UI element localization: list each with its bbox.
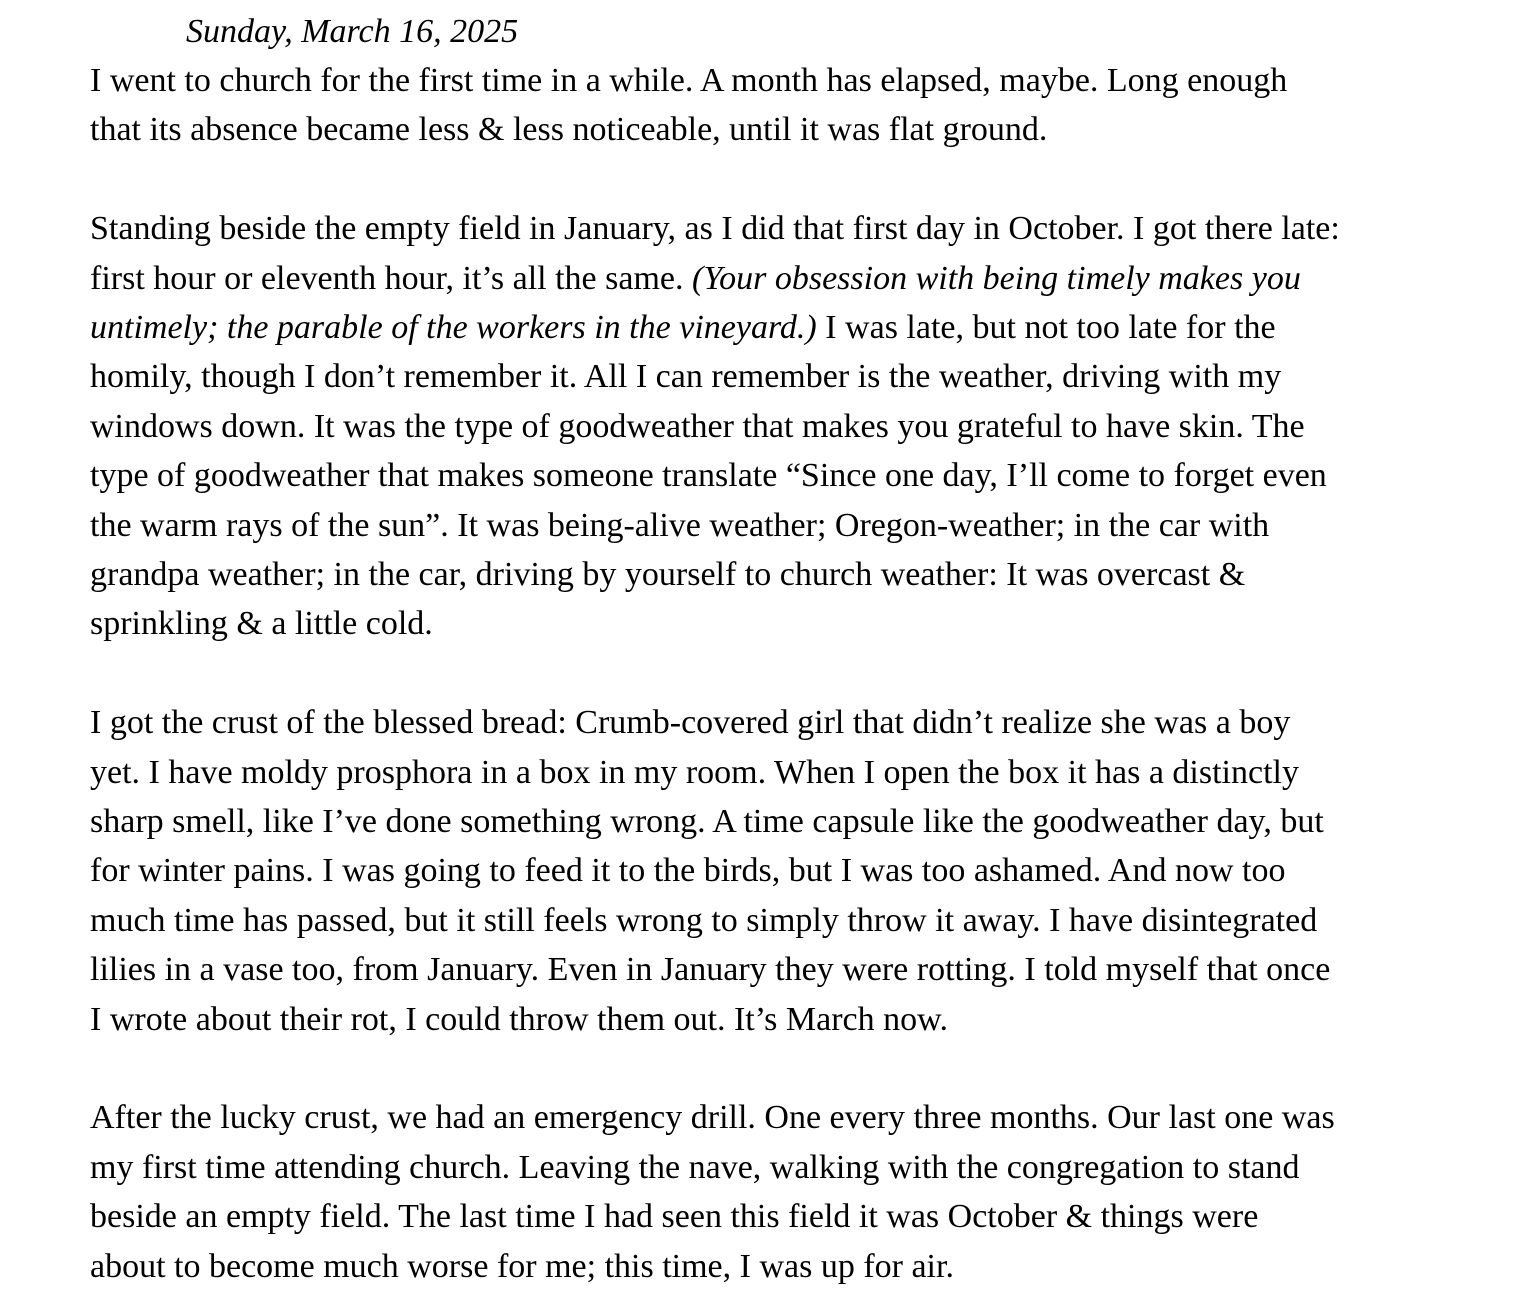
paragraph-4 bbox=[90, 1093, 1490, 1291]
text-line: about to become much worse for me; this time, I was up for air. bbox=[90, 1247, 954, 1285]
text-line: my first time attending church. Leaving the nave, walking with the congregation to stand bbox=[90, 1148, 1300, 1186]
text-line: grandpa weather; in the car, driving by yourself to church weather: It was overcast & bbox=[90, 556, 1246, 594]
journal-entry bbox=[90, 8, 1490, 1291]
text-line-mixed bbox=[90, 303, 1490, 352]
text-line-mixed bbox=[90, 254, 1490, 303]
italic-aside: untimely; the parable of the workers in the vineyard.) bbox=[90, 309, 817, 347]
text-line: for winter pains. I was going to feed it to the birds, but I was too ashamed. And now too bbox=[90, 852, 1286, 890]
italic-aside: (Your obsession with being timely makes you bbox=[692, 259, 1301, 297]
text-line: lilies in a vase too, from January. Even in January they were rotting. I told myself that once bbox=[90, 951, 1331, 989]
paragraph-2 bbox=[90, 204, 1490, 649]
paragraph-3 bbox=[90, 698, 1490, 1044]
paragraph-1 bbox=[90, 56, 1490, 155]
text-line: I wrote about their rot, I could throw them out. It’s March now. bbox=[90, 1000, 948, 1038]
text-line: sharp smell, like I’ve done something wrong. A time capsule like the goodweather day, but bbox=[90, 803, 1324, 841]
text-line: beside an empty field. The last time I had seen this field it was October & things were bbox=[90, 1198, 1259, 1236]
text-line: that its absence became less & less noticeable, until it was flat ground. bbox=[90, 111, 1048, 149]
text-line: I got the crust of the blessed bread: Crumb-covered girl that didn’t realize she was a boy bbox=[90, 704, 1291, 742]
text-line: sprinkling & a little cold. bbox=[90, 605, 433, 643]
text-line: the warm rays of the sun”. It was being-alive weather; Oregon-weather; in the car with bbox=[90, 506, 1270, 544]
entry-date: Sunday, March 16, 2025 bbox=[186, 13, 519, 50]
text-line: I went to church for the first time in a while. A month has elapsed, maybe. Long enough bbox=[90, 62, 1288, 99]
text-line: windows down. It was the type of goodweather that makes you grateful to have skin. The bbox=[90, 407, 1305, 445]
text-run: I was late, but not too late for the bbox=[816, 309, 1276, 347]
text-run: first hour or eleventh hour, it’s all the same. bbox=[90, 259, 692, 297]
text-line: After the lucky crust, we had an emergency drill. One every three months. Our last one was bbox=[90, 1099, 1335, 1137]
text-line: homily, though I don’t remember it. All I can remember is the weather, driving with my bbox=[90, 358, 1282, 396]
text-line: much time has passed, but it still feels wrong to simply throw it away. I have disintegrated bbox=[90, 901, 1318, 939]
text-line: yet. I have moldy prosphora in a box in my room. When I open the box it has a distinctly bbox=[90, 753, 1299, 791]
text-line: Standing beside the empty field in January, as I did that first day in October. I got there late: bbox=[90, 210, 1340, 248]
text-line: type of goodweather that makes someone translate “Since one day, I’ll come to forget even bbox=[90, 457, 1327, 495]
